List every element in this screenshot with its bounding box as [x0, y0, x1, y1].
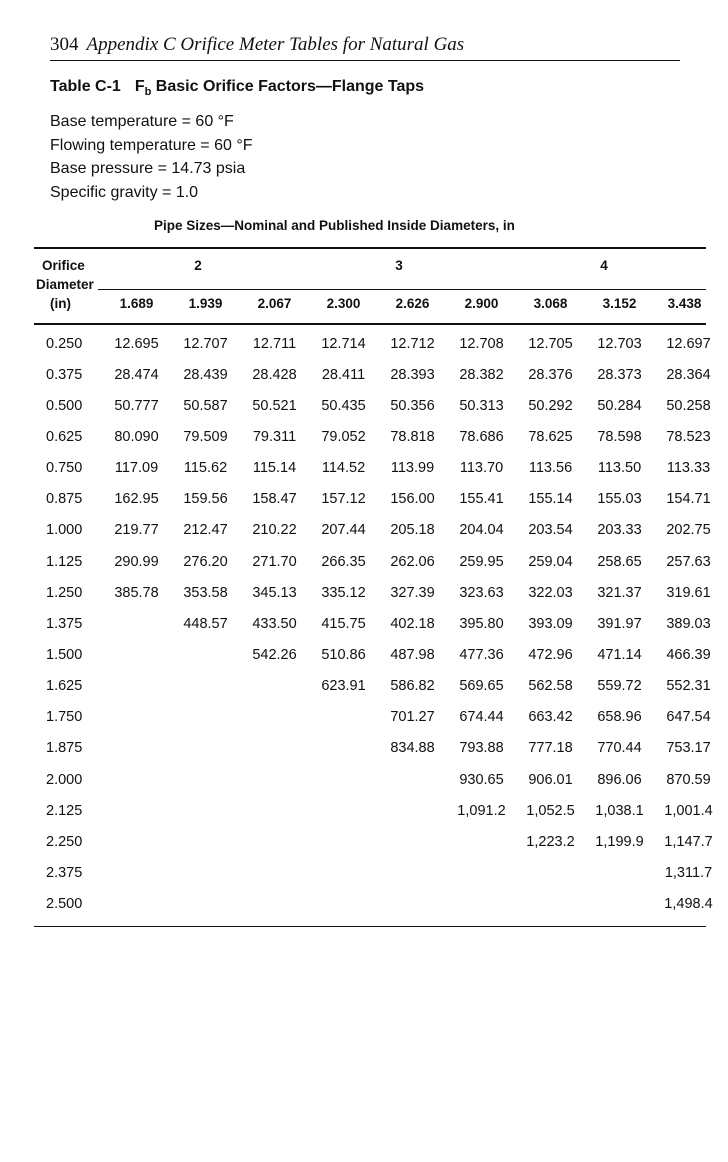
factor-cell: 663.42 [528, 709, 573, 726]
nominal-size-4: 4 [600, 258, 608, 273]
factor-cell: 113.99 [390, 460, 435, 477]
orifice-diameter-cell: 0.500 [46, 397, 83, 414]
factor-cell: 28.393 [390, 366, 435, 383]
table-row [40, 795, 723, 826]
running-head [50, 34, 680, 56]
factor-cell: 50.284 [597, 397, 642, 414]
factor-cell: 701.27 [390, 709, 435, 726]
factor-cell [447, 857, 516, 888]
factor-cell [171, 857, 240, 888]
factor-cell: 50.777 [114, 397, 159, 414]
factor-cell: 79.509 [183, 428, 228, 445]
table-row [40, 733, 723, 764]
factor-cell [516, 889, 585, 920]
factor-cell: 79.311 [252, 428, 297, 445]
factor-cell: 12.705 [528, 335, 573, 352]
table-bottom-rule [34, 926, 706, 927]
factor-cell: 28.411 [321, 366, 366, 383]
nominal-size-2: 2 [194, 258, 202, 273]
factor-cell: 12.712 [390, 335, 435, 352]
factor-cell [102, 639, 171, 670]
orifice-diameter-cell: 1.375 [46, 615, 83, 632]
factor-cell: 391.97 [597, 615, 642, 632]
factor-cell: 78.523 [666, 428, 711, 445]
factor-cell: 212.47 [183, 522, 228, 539]
diameter-header: 3.068 [533, 296, 568, 311]
table-label: Table C-1 [50, 78, 121, 95]
table-title [50, 78, 424, 98]
orifice-header-line1: Orifice [42, 258, 85, 273]
factor-cell: 12.711 [252, 335, 297, 352]
factor-cell: 906.01 [528, 771, 573, 788]
factor-cell: 202.75 [666, 522, 711, 539]
factor-cell: 259.95 [459, 553, 504, 570]
factor-cell: 28.373 [597, 366, 642, 383]
factor-cell [171, 764, 240, 795]
table-row [40, 639, 723, 670]
factor-cell: 1,052.5 [526, 802, 575, 819]
table-row [40, 608, 723, 639]
orifice-diameter-cell: 1.125 [46, 553, 83, 570]
factor-cell: 205.18 [390, 522, 435, 539]
factor-cell: 28.376 [528, 366, 573, 383]
factor-cell [171, 889, 240, 920]
factor-cell: 50.435 [321, 397, 366, 414]
factor-cell [378, 826, 447, 857]
factor-cell: 402.18 [390, 615, 435, 632]
factor-cell: 78.818 [390, 428, 435, 445]
factor-cell: 290.99 [114, 553, 159, 570]
orifice-diameter-cell: 1.625 [46, 678, 83, 695]
factor-cell: 117.09 [114, 460, 159, 477]
table-row [40, 328, 723, 359]
factor-cell [240, 826, 309, 857]
base-pressure: Base pressure = 14.73 psia [50, 160, 246, 177]
orifice-diameter-cell: 0.625 [46, 428, 83, 445]
factor-cell: 870.59 [666, 771, 711, 788]
factor-cell: 753.17 [666, 740, 711, 757]
factor-cell: 542.26 [252, 646, 297, 663]
factor-cell: 552.31 [666, 678, 711, 695]
factor-cell [309, 857, 378, 888]
factor-cell [240, 795, 309, 826]
factor-cell: 559.72 [597, 678, 642, 695]
factor-cell: 322.03 [528, 584, 573, 601]
orifice-diameter-cell: 1.500 [46, 646, 83, 663]
table-top-rule [34, 247, 706, 249]
factor-cell [378, 795, 447, 826]
orifice-diameter-cell: 2.000 [46, 771, 83, 788]
factor-cell: 78.625 [528, 428, 573, 445]
factor-cell: 389.03 [666, 615, 711, 632]
factor-cell: 114.52 [321, 460, 366, 477]
diameter-header: 3.438 [667, 296, 702, 311]
factor-cell: 210.22 [252, 522, 297, 539]
table-row [40, 702, 723, 733]
factor-cell: 266.35 [321, 553, 366, 570]
orifice-diameter-cell: 0.375 [46, 366, 83, 383]
factor-symbol: F [134, 78, 145, 95]
diameter-header: 1.939 [188, 296, 223, 311]
header-bottom-rule [34, 323, 706, 325]
factor-cell: 159.56 [183, 491, 228, 508]
factor-cell: 834.88 [390, 740, 435, 757]
factor-cell [171, 702, 240, 733]
orifice-diameter-cell: 1.750 [46, 709, 83, 726]
diameter-header: 2.626 [395, 296, 430, 311]
factor-cell: 448.57 [183, 615, 228, 632]
factor-cell: 257.63 [666, 553, 711, 570]
factor-cell [102, 826, 171, 857]
factor-cell: 12.703 [597, 335, 642, 352]
factor-cell: 28.474 [114, 366, 159, 383]
factor-cell: 156.00 [390, 491, 435, 508]
orifice-header-line3: (in) [50, 296, 71, 311]
factor-cell: 658.96 [597, 709, 642, 726]
factor-cell: 12.697 [666, 335, 711, 352]
factor-cell: 50.356 [390, 397, 435, 414]
factor-cell: 586.82 [390, 678, 435, 695]
factor-cell [447, 889, 516, 920]
factor-cell: 262.06 [390, 553, 435, 570]
factor-cell: 113.33 [666, 460, 711, 477]
factor-cell: 162.95 [114, 491, 159, 508]
factor-cell: 50.258 [666, 397, 711, 414]
factor-cell: 28.382 [459, 366, 504, 383]
factor-cell: 1,091.2 [457, 802, 506, 819]
factor-cell: 80.090 [114, 428, 159, 445]
factor-cell: 154.71 [666, 491, 711, 508]
factor-cell [102, 702, 171, 733]
factor-cell [102, 608, 171, 639]
orifice-diameter-cell: 1.250 [46, 584, 83, 601]
factor-cell: 271.70 [252, 553, 297, 570]
orifice-diameter-cell: 2.250 [46, 833, 83, 850]
factor-cell: 203.33 [597, 522, 642, 539]
factor-cell: 385.78 [114, 584, 159, 601]
table-row [40, 546, 723, 577]
orifice-diameter-cell: 2.375 [46, 864, 83, 881]
factor-cell [102, 764, 171, 795]
factor-cell: 674.44 [459, 709, 504, 726]
nominal-size-3: 3 [395, 258, 403, 273]
factor-cell: 155.03 [597, 491, 642, 508]
factor-cell: 155.14 [528, 491, 573, 508]
factor-cell: 258.65 [597, 553, 642, 570]
factor-cell: 319.61 [666, 584, 711, 601]
table-row [40, 577, 723, 608]
table-row [40, 359, 723, 390]
diameter-header: 2.067 [257, 296, 292, 311]
factor-cell: 79.052 [321, 428, 366, 445]
factor-cell: 12.714 [321, 335, 366, 352]
orifice-diameter-cell: 0.750 [46, 460, 83, 477]
factor-cell [585, 889, 654, 920]
factor-cell: 562.58 [528, 678, 573, 695]
orifice-diameter-cell: 1.875 [46, 740, 83, 757]
factor-cell [102, 857, 171, 888]
factor-cell: 1,199.9 [595, 833, 644, 850]
factor-cell: 259.04 [528, 553, 573, 570]
factor-cell [447, 826, 516, 857]
factor-cell [309, 733, 378, 764]
factor-cell: 115.14 [252, 460, 297, 477]
factor-cell: 510.86 [321, 646, 366, 663]
factor-cell: 1,311.7 [664, 864, 713, 881]
orifice-header-line2: Diameter [36, 277, 94, 292]
factor-cell: 276.20 [183, 553, 228, 570]
factor-cell [240, 857, 309, 888]
factor-cell: 569.65 [459, 678, 504, 695]
factor-cell [102, 733, 171, 764]
factor-cell: 471.14 [597, 646, 642, 663]
factor-cell: 28.428 [252, 366, 297, 383]
factor-cell: 155.41 [459, 491, 504, 508]
header-divider-rule [98, 289, 706, 290]
orifice-diameter-cell: 2.500 [46, 896, 83, 913]
factor-cell: 204.04 [459, 522, 504, 539]
factor-cell: 50.292 [528, 397, 573, 414]
running-head-rule [50, 60, 680, 61]
running-head-title: Appendix C Orifice Meter Tables for Natural Gas [86, 34, 465, 55]
table-row [40, 826, 723, 857]
factor-cell: 1,038.1 [595, 802, 644, 819]
table-row [40, 421, 723, 452]
factor-cell [378, 764, 447, 795]
factor-cell [309, 826, 378, 857]
factor-cell: 157.12 [321, 491, 366, 508]
table-row [40, 671, 723, 702]
factor-cell: 219.77 [114, 522, 159, 539]
factor-cell: 12.707 [183, 335, 228, 352]
factor-cell: 12.695 [114, 335, 159, 352]
factor-cell [102, 889, 171, 920]
factor-symbol-subscript: b [144, 86, 152, 99]
factor-cell: 115.62 [183, 460, 228, 477]
diameter-header: 2.300 [326, 296, 361, 311]
factor-cell: 113.50 [597, 460, 642, 477]
factor-cell [378, 857, 447, 888]
factor-cell: 207.44 [321, 522, 366, 539]
table-body [40, 328, 723, 920]
table-row [40, 484, 723, 515]
factor-cell: 113.56 [528, 460, 573, 477]
orifice-diameter-cell: 0.875 [46, 491, 83, 508]
factor-cell: 321.37 [597, 584, 642, 601]
factor-cell: 930.65 [459, 771, 504, 788]
factor-cell [309, 889, 378, 920]
factor-cell: 770.44 [597, 740, 642, 757]
orifice-factor-table [40, 328, 723, 920]
orifice-diameter-cell: 1.000 [46, 522, 83, 539]
orifice-diameter-cell: 0.250 [46, 335, 83, 352]
factor-cell: 623.91 [321, 678, 366, 695]
factor-cell [516, 857, 585, 888]
factor-cell: 1,498.4 [664, 896, 713, 913]
factor-cell: 433.50 [252, 615, 297, 632]
orifice-diameter-cell: 2.125 [46, 802, 83, 819]
diameter-header: 2.900 [464, 296, 499, 311]
factor-cell [240, 671, 309, 702]
factor-cell [309, 764, 378, 795]
factor-cell [309, 795, 378, 826]
table-row [40, 889, 723, 920]
factor-cell: 158.47 [252, 491, 297, 508]
base-conditions [50, 110, 253, 204]
factor-cell: 466.39 [666, 646, 711, 663]
factor-cell: 78.598 [597, 428, 642, 445]
factor-cell: 50.313 [459, 397, 504, 414]
factor-cell: 1,001.4 [664, 802, 713, 819]
factor-cell: 28.439 [183, 366, 228, 383]
specific-gravity: Specific gravity = 1.0 [50, 183, 199, 201]
factor-cell: 477.36 [459, 646, 504, 663]
factor-cell [378, 889, 447, 920]
table-row [40, 857, 723, 888]
factor-cell [102, 795, 171, 826]
factor-cell: 793.88 [459, 740, 504, 757]
factor-cell: 345.13 [252, 584, 297, 601]
factor-cell: 12.708 [459, 335, 504, 352]
factor-cell: 1,147.7 [664, 833, 713, 850]
factor-cell: 395.80 [459, 615, 504, 632]
factor-cell [171, 733, 240, 764]
factor-cell: 647.54 [666, 709, 711, 726]
factor-cell: 78.686 [459, 428, 504, 445]
diameter-header: 1.689 [119, 296, 154, 311]
factor-cell [171, 826, 240, 857]
factor-cell: 777.18 [528, 740, 573, 757]
diameter-header: 3.152 [602, 296, 637, 311]
factor-cell [171, 639, 240, 670]
factor-cell: 28.364 [666, 366, 711, 383]
factor-cell: 487.98 [390, 646, 435, 663]
factor-cell: 335.12 [321, 584, 366, 601]
page-number: 304 [50, 34, 79, 55]
factor-cell [171, 671, 240, 702]
base-temperature: Base temperature = 60 °F [50, 113, 234, 130]
table-row [40, 515, 723, 546]
factor-cell: 50.521 [252, 397, 297, 414]
factor-cell [240, 733, 309, 764]
factor-cell: 1,223.2 [526, 833, 575, 850]
table-row [40, 453, 723, 484]
factor-cell: 393.09 [528, 615, 573, 632]
flowing-temperature: Flowing temperature = 60 °F [50, 136, 253, 154]
factor-cell [171, 795, 240, 826]
table-row [40, 764, 723, 795]
factor-cell [240, 702, 309, 733]
factor-cell: 50.587 [183, 397, 228, 414]
factor-cell: 327.39 [390, 584, 435, 601]
factor-cell: 353.58 [183, 584, 228, 601]
factor-cell [102, 671, 171, 702]
table-row [40, 390, 723, 421]
factor-cell: 472.96 [528, 646, 573, 663]
factor-cell: 203.54 [528, 522, 573, 539]
factor-cell: 113.70 [459, 460, 504, 477]
factor-cell [585, 857, 654, 888]
pipe-sizes-caption: Pipe Sizes—Nominal and Published Inside Diameters, in [154, 218, 515, 233]
table-title-text: Basic Orifice Factors—Flange Taps [155, 78, 425, 95]
factor-cell: 323.63 [459, 584, 504, 601]
factor-cell: 896.06 [597, 771, 642, 788]
factor-cell [240, 889, 309, 920]
factor-cell [309, 702, 378, 733]
factor-cell [240, 764, 309, 795]
factor-cell: 415.75 [321, 615, 366, 632]
